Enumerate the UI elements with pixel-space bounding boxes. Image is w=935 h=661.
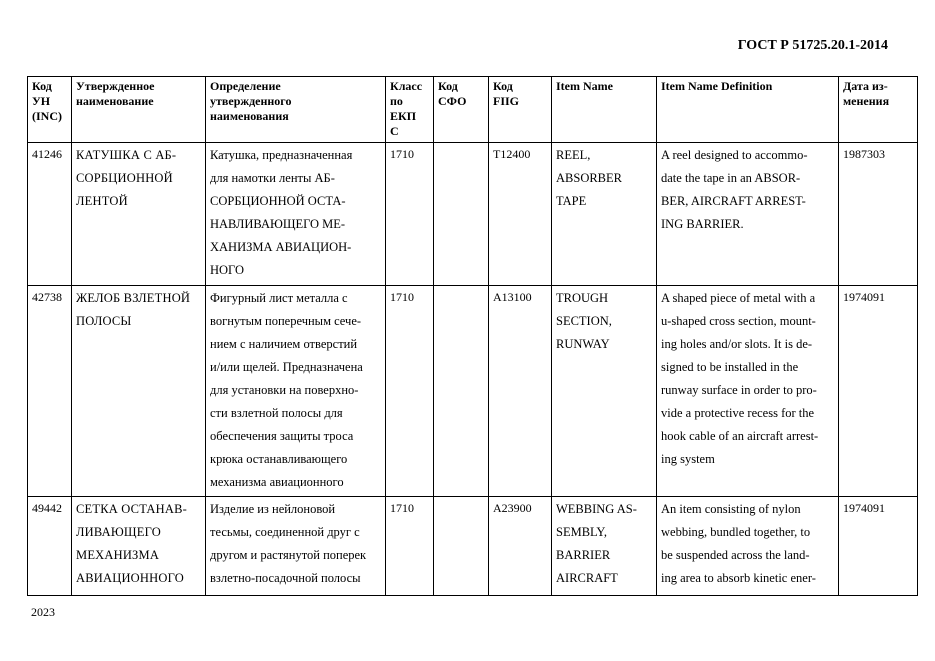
document-title: ГОСТ Р 51725.20.1-2014 xyxy=(737,38,888,53)
text-line: сти взлетной полосы для xyxy=(210,406,343,420)
text-line: Утвержденное xyxy=(76,79,155,93)
text-line: (INC) xyxy=(32,109,62,123)
text-line: AIRCRAFT xyxy=(556,571,618,585)
text-line: signed to be installed in the xyxy=(661,360,799,374)
table-row xyxy=(28,497,918,596)
text-line: BARRIER xyxy=(556,548,611,562)
header-sfo xyxy=(434,77,489,143)
text-line: FIIG xyxy=(493,94,520,108)
text-line: SECTION, xyxy=(556,314,612,328)
cell-inc: 41246 xyxy=(28,143,72,286)
text-line: наименование xyxy=(76,94,154,108)
text-line: ЖЕЛОБ ВЗЛЕТНОЙ xyxy=(76,291,191,305)
cell-change-date: 1987303 xyxy=(839,143,918,286)
cell-sfo xyxy=(434,143,489,286)
text-line: АВИАЦИОННОГО xyxy=(76,571,184,585)
header-fiig xyxy=(489,77,552,143)
text-line: Класс xyxy=(390,79,423,93)
catalog-table xyxy=(27,76,918,596)
text-line: Определение xyxy=(210,79,281,93)
header-definition xyxy=(206,77,386,143)
cell-item-definition xyxy=(657,497,839,596)
text-line: WEBBING AS- xyxy=(556,502,637,516)
header-item-definition xyxy=(657,77,839,143)
text-line: МЕХАНИЗМА xyxy=(76,548,160,562)
text-line: ХАНИЗМА АВИАЦИОН- xyxy=(210,240,352,254)
text-line: Код xyxy=(32,79,52,93)
text-line: hook cable of an aircraft arrest- xyxy=(661,429,819,443)
text-line: СОРБЦИОННОЙ xyxy=(76,171,173,185)
text-line: взлетно-посадочной полосы xyxy=(210,571,361,585)
text-line: СЕТКА ОСТАНАВ- xyxy=(76,502,188,516)
table-row xyxy=(28,286,918,497)
header-inc xyxy=(28,77,72,143)
header-approved-name xyxy=(72,77,206,143)
cell-class: 1710 xyxy=(386,497,434,596)
text-line: ABSORBER xyxy=(556,171,622,185)
text-line: A reel designed to accommo- xyxy=(661,148,808,162)
text-line: по xyxy=(390,94,403,108)
header-item-name xyxy=(552,77,657,143)
text-line: для намотки ленты АБ- xyxy=(210,171,335,185)
text-line: ING BARRIER. xyxy=(661,217,744,231)
text-line: Катушка, предназначенная xyxy=(210,148,353,162)
cell-item-name xyxy=(552,286,657,497)
text-line: механизма авиационного xyxy=(210,475,344,489)
cell-class: 1710 xyxy=(386,143,434,286)
table-header-row xyxy=(28,77,918,143)
text-line: TROUGH xyxy=(556,291,609,305)
cell-approved-name xyxy=(72,497,206,596)
text-line: обеспечения защиты троса xyxy=(210,429,354,443)
text-line: RUNWAY xyxy=(556,337,610,351)
text-line: vide a protective recess for the xyxy=(661,406,815,420)
text-line: BER, AIRCRAFT ARREST- xyxy=(661,194,806,208)
text-line: Код xyxy=(493,79,513,93)
text-line: Код xyxy=(438,79,458,93)
text-line: An item consisting of nylon xyxy=(661,502,801,516)
text-line: ПОЛОСЫ xyxy=(76,314,132,328)
text-line: тесьмы, соединенной друг с xyxy=(210,525,360,539)
cell-change-date: 1974091 xyxy=(839,497,918,596)
text-line: наименования xyxy=(210,109,289,123)
text-line: Изделие из нейлоновой xyxy=(210,502,336,516)
text-line: webbing, bundled together, to xyxy=(661,525,811,539)
table-row xyxy=(28,143,918,286)
text-line: для установки на поверхно- xyxy=(210,383,359,397)
text-line: С xyxy=(390,124,399,138)
text-line: Item Name Definition xyxy=(661,79,773,93)
text-line: Дата из- xyxy=(843,79,888,93)
text-line: НАВЛИВАЮЩЕГО МЕ- xyxy=(210,217,346,231)
text-line: SEMBLY, xyxy=(556,525,607,539)
cell-item-definition xyxy=(657,286,839,497)
text-line: ЕКП xyxy=(390,109,417,123)
text-line: Item Name xyxy=(556,79,613,93)
text-line: ЛЕНТОЙ xyxy=(76,194,128,208)
cell-sfo xyxy=(434,286,489,497)
text-line: Фигурный лист металла с xyxy=(210,291,348,305)
text-line: УН xyxy=(32,94,51,108)
cell-fiig: A23900 xyxy=(489,497,552,596)
text-line: ing holes and/or slots. It is de- xyxy=(661,337,813,351)
text-line: крюка останавливающего xyxy=(210,452,348,466)
text-line: КАТУШКА С АБ- xyxy=(76,148,177,162)
text-line: СОРБЦИОННОЙ ОСТА- xyxy=(210,194,346,208)
text-line: утвержденного xyxy=(210,94,292,108)
header-class xyxy=(386,77,434,143)
text-line: и/или щелей. Предназначена xyxy=(210,360,363,374)
text-line: date the tape in an ABSOR- xyxy=(661,171,801,185)
cell-fiig: A13100 xyxy=(489,286,552,497)
cell-approved-name xyxy=(72,286,206,497)
cell-change-date: 1974091 xyxy=(839,286,918,497)
cell-item-name xyxy=(552,497,657,596)
cell-class: 1710 xyxy=(386,286,434,497)
cell-definition xyxy=(206,143,386,286)
text-line: be suspended across the land- xyxy=(661,548,810,562)
text-line: НОГО xyxy=(210,263,244,277)
text-line: ing area to absorb kinetic ener- xyxy=(661,571,816,585)
cell-item-name xyxy=(552,143,657,286)
text-line: TAPE xyxy=(556,194,587,208)
text-line: ЛИВАЮЩЕГО xyxy=(76,525,161,539)
cell-sfo xyxy=(434,497,489,596)
cell-definition xyxy=(206,497,386,596)
page-number: 2023 xyxy=(31,605,55,619)
text-line: нием с наличием отверстий xyxy=(210,337,358,351)
cell-inc: 49442 xyxy=(28,497,72,596)
text-line: вогнутым поперечным сече- xyxy=(210,314,362,328)
text-line: A shaped piece of metal with a xyxy=(661,291,816,305)
text-line: другом и растянутой поперек xyxy=(210,548,367,562)
text-line: runway surface in order to pro- xyxy=(661,383,817,397)
cell-item-definition xyxy=(657,143,839,286)
text-line: REEL, xyxy=(556,148,591,162)
cell-inc: 42738 xyxy=(28,286,72,497)
header-change-date xyxy=(839,77,918,143)
cell-definition xyxy=(206,286,386,497)
text-line: ing system xyxy=(661,452,715,466)
text-line: менения xyxy=(843,94,890,108)
text-line: u-shaped cross section, mount- xyxy=(661,314,816,328)
cell-fiig: T12400 xyxy=(489,143,552,286)
text-line: СФО xyxy=(438,94,467,108)
cell-approved-name xyxy=(72,143,206,286)
